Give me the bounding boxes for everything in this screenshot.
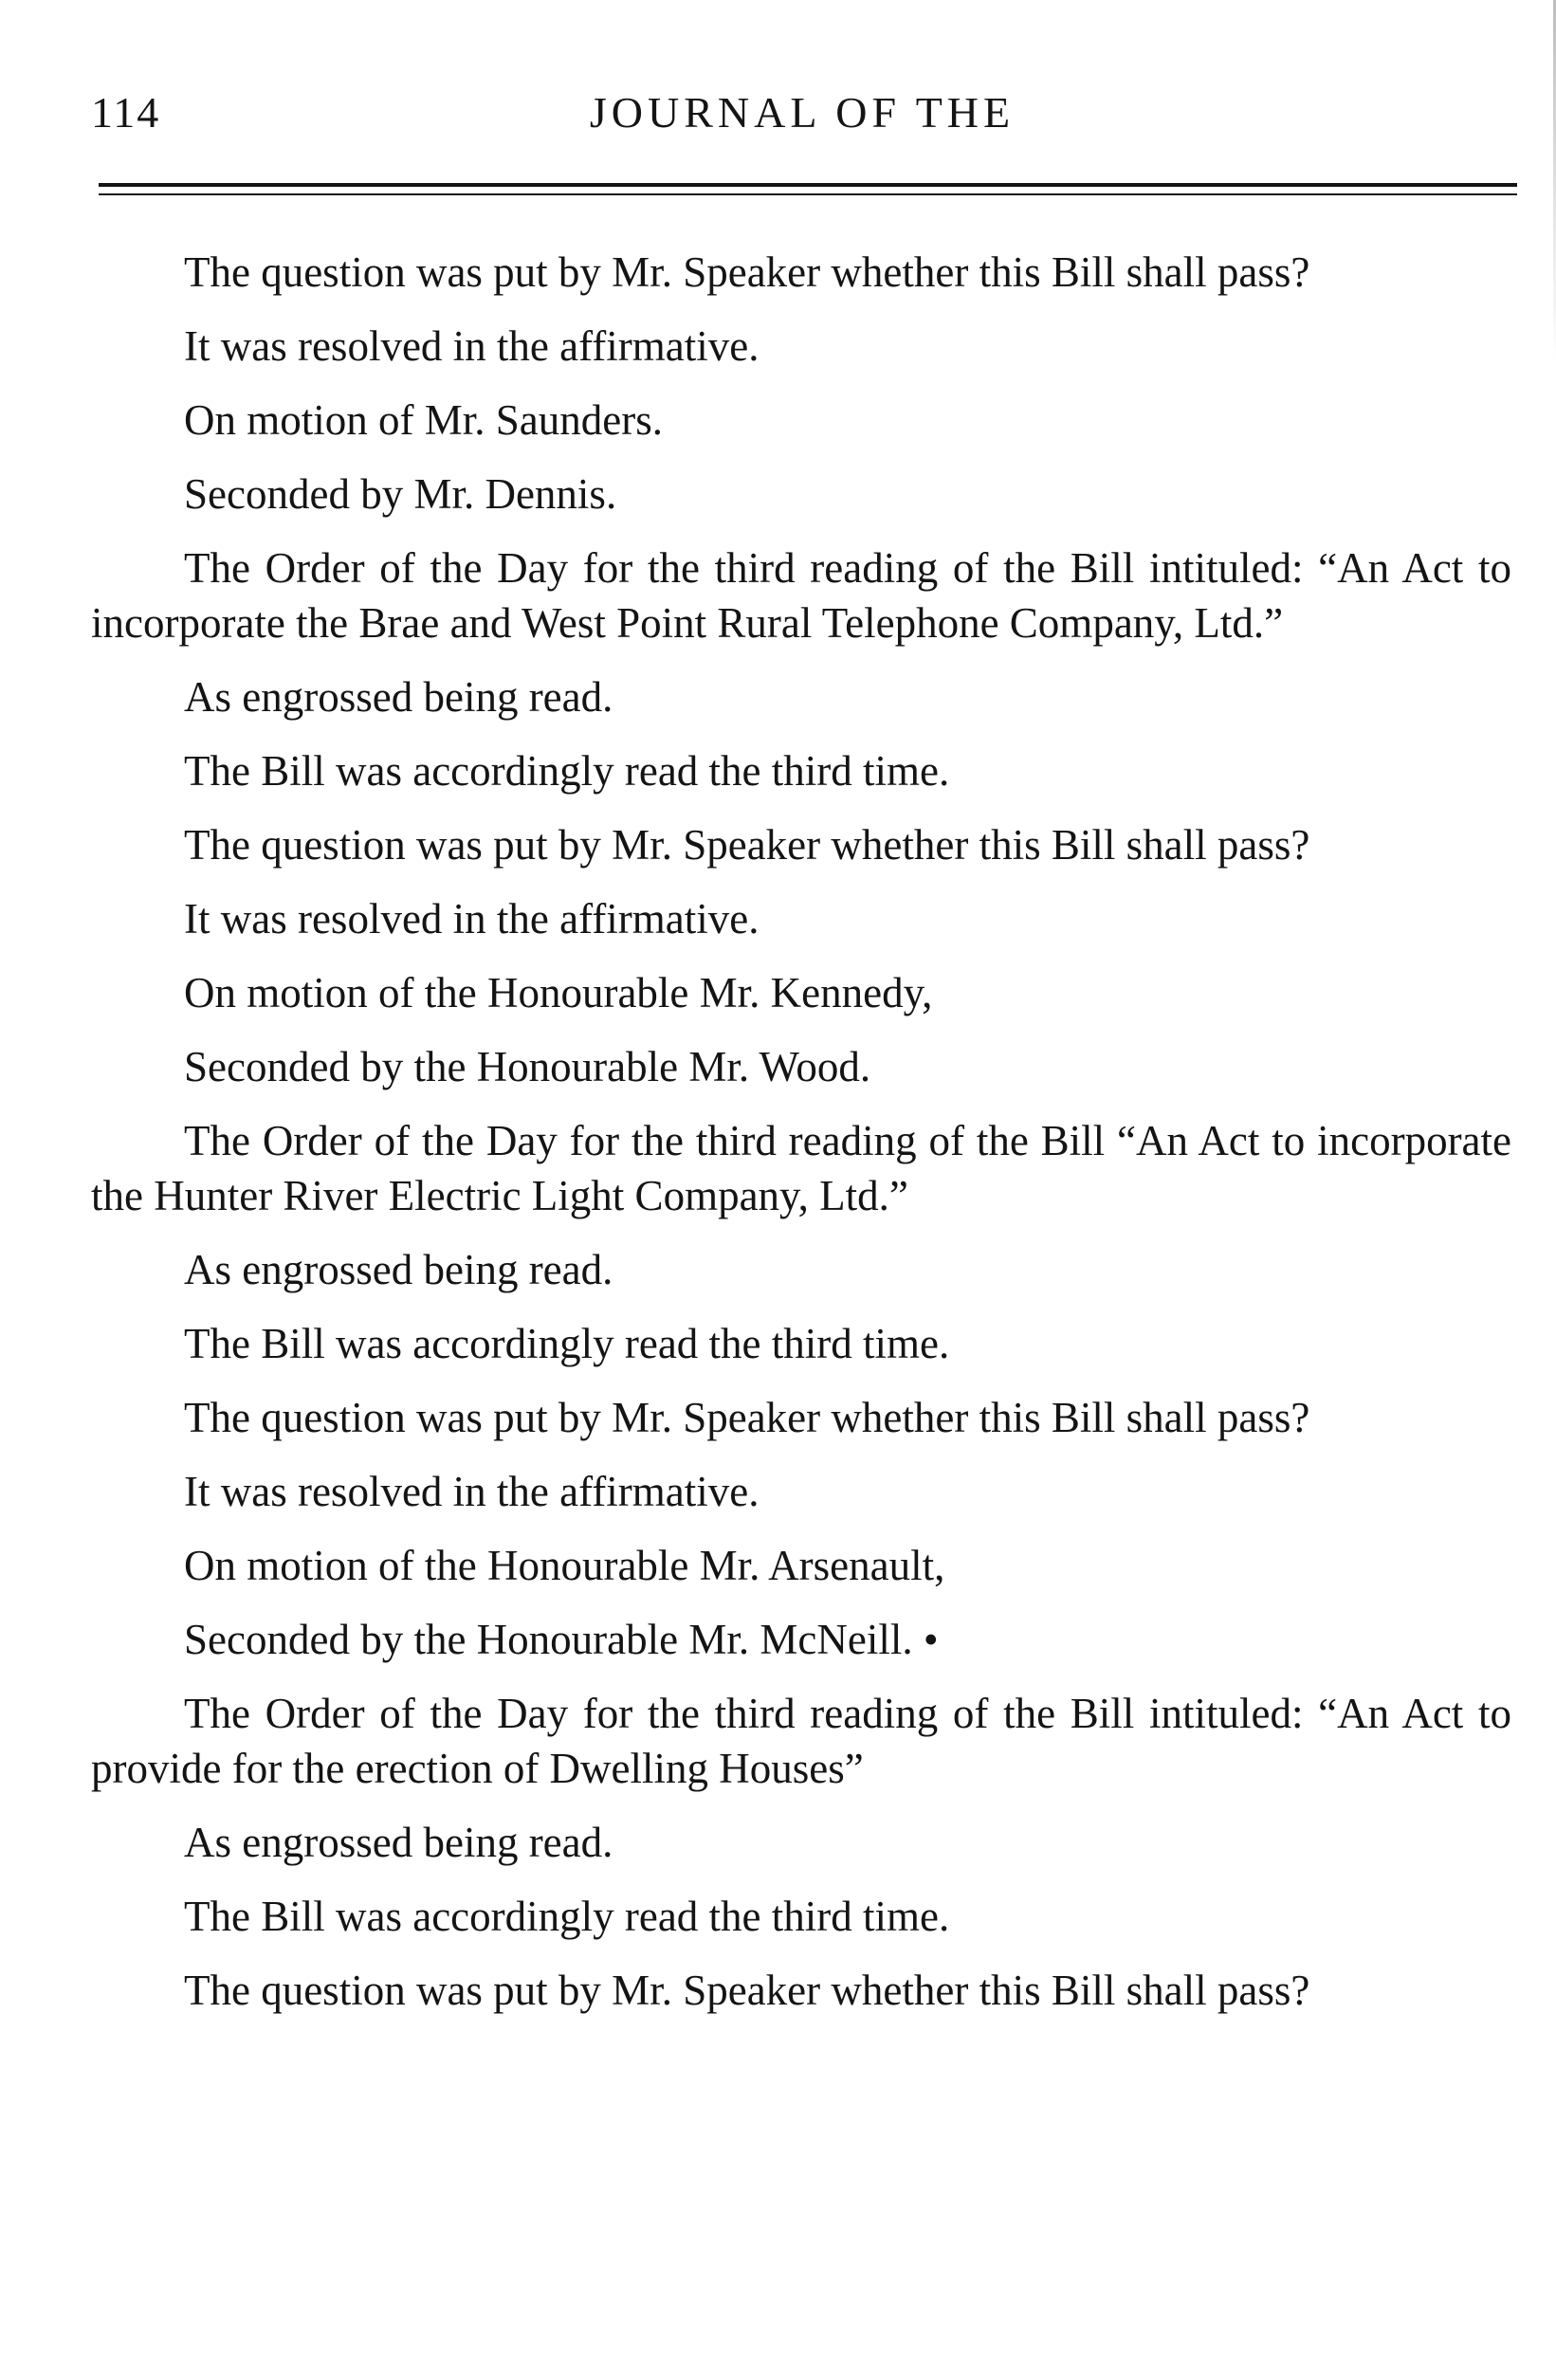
paragraph: The Order of the Day for the third reading of the Bill “An Act to incorporate the Hunter River Electric Light Company, Ltd.” <box>91 1117 1511 1219</box>
paragraph: The question was put by Mr. Speaker whether this Bill shall pass? <box>184 248 1310 296</box>
header-rule-thin <box>99 193 1517 195</box>
paragraph: The Order of the Day for the third reading of the Bill intituled: “An Act to provide for the erection of Dwelling Houses” <box>91 1690 1511 1792</box>
journal-body <box>91 245 1511 2018</box>
header-rule-thick <box>99 183 1517 187</box>
paragraph: As engrossed being read. <box>184 1246 613 1293</box>
paragraph: On motion of Mr. Saunders. <box>184 396 663 444</box>
paragraph: The Order of the Day for the third reading of the Bill intituled: “An Act to incorporate the Brae and West Point Rural Telephone Company, Ltd.” <box>91 544 1511 647</box>
paragraph: Seconded by the Honourable Mr. McNeill. • <box>184 1616 939 1663</box>
paragraph: It was resolved in the affirmative. <box>184 322 760 370</box>
paragraph: The question was put by Mr. Speaker whether this Bill shall pass? <box>184 1394 1310 1441</box>
paragraph: As engrossed being read. <box>184 1819 613 1866</box>
paragraph: The question was put by Mr. Speaker whether this Bill shall pass? <box>184 821 1310 869</box>
paragraph: It was resolved in the affirmative. <box>184 1468 760 1515</box>
paragraph: Seconded by Mr. Dennis. <box>184 470 617 518</box>
paragraph: The question was put by Mr. Speaker whether this Bill shall pass? <box>184 1967 1310 2014</box>
page-number: 114 <box>91 88 161 137</box>
paragraph: The Bill was accordingly read the third time. <box>184 1320 950 1367</box>
page-header <box>91 87 1513 144</box>
running-head: JOURNAL OF THE <box>589 88 1016 137</box>
paragraph: Seconded by the Honourable Mr. Wood. <box>184 1043 871 1090</box>
paragraph: It was resolved in the affirmative. <box>184 895 760 943</box>
paragraph: On motion of the Honourable Mr. Kennedy, <box>184 969 933 1016</box>
paragraph: The Bill was accordingly read the third time. <box>184 1893 950 1940</box>
paragraph: The Bill was accordingly read the third time. <box>184 747 950 795</box>
paragraph: On motion of the Honourable Mr. Arsenault, <box>184 1542 945 1589</box>
paragraph: As engrossed being read. <box>184 673 613 721</box>
